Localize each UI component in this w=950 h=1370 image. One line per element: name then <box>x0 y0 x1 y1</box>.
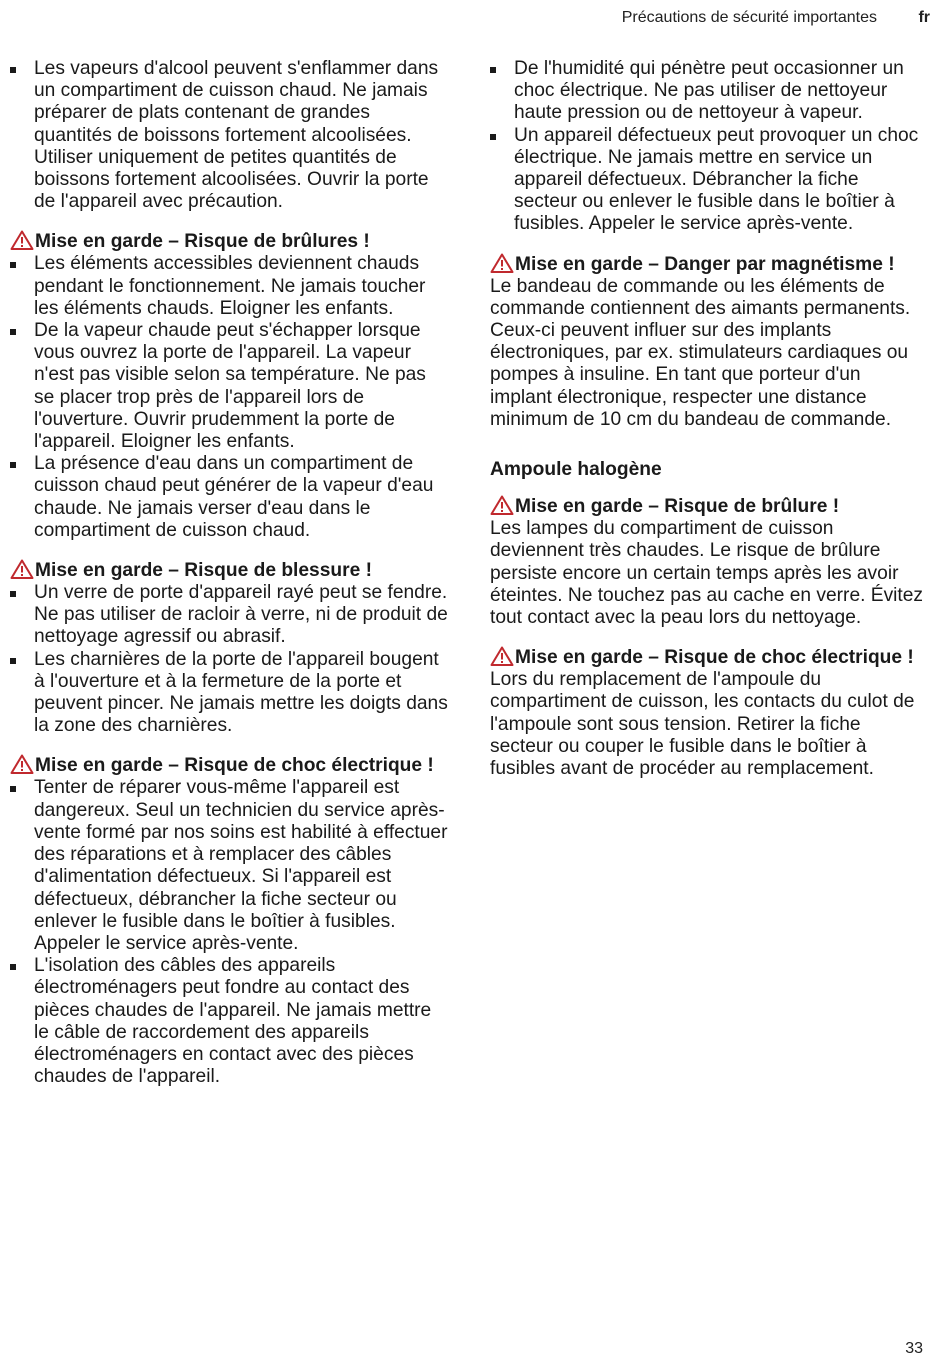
page-number: 33 <box>905 1340 923 1357</box>
list-item: La présence d'eau dans un compartiment de cuisson chaud peut générer de la vapeur d'eau chaude. Ne jamais verser d'eau dans le compartiment de cuisson chaud. <box>10 453 450 542</box>
warning-triangle-icon <box>10 230 34 250</box>
list-item: Tenter de réparer vous-même l'appareil est dangereux. Seul un technicien du service après-vente formé par nos soins est habilité à effectuer des réparations et à remplacer des câbles d'alimentation défectueux. Si l'appareil est défectueux, débrancher la fiche secteur ou enlever le fusible dans le boîtier à fusibles. Appeler le service après-vente. <box>10 777 450 955</box>
list-item: Les éléments accessibles deviennent chauds pendant le fonctionnement. Ne jamais toucher les éléments chauds. Eloigner les enfants. <box>10 253 450 320</box>
square-bullet-icon <box>10 591 16 597</box>
list-item: De l'humidité qui pénètre peut occasionner un choc électrique. Ne pas utiliser de nettoyeur haute pression ou de nettoyeur à vapeur. <box>490 58 925 125</box>
list-item: Un appareil défectueux peut provoquer un choc électrique. Ne jamais mettre en service un appareil défectueux. Débrancher la fiche secteur ou enlever le fusible dans le boîtier à fusibles. Appeler le service après-vente. <box>490 125 925 236</box>
left-column <box>10 58 450 1088</box>
warning-list <box>10 253 450 542</box>
square-bullet-icon <box>490 134 496 140</box>
header-title: Précautions de sécurité importantes <box>621 9 877 26</box>
square-bullet-icon <box>10 658 16 664</box>
list-item: Les vapeurs d'alcool peuvent s'enflammer dans un compartiment de cuisson chaud. Ne jamais préparer de plats contenant de grandes quantités de boissons fortement alcoolisées. Utiliser uniquement de petites quantités de boissons fortement alcoolisées. Ouvrir la porte de l'appareil avec précaution. <box>10 58 450 213</box>
section-title: Ampoule halogène <box>490 459 662 481</box>
warning-heading: Mise en garde – Risque de choc électrique ! <box>490 646 925 669</box>
warning-heading: Mise en garde – Danger par magnétisme ! <box>490 253 925 276</box>
warning-heading: Mise en garde – Risque de choc électrique ! <box>10 754 450 777</box>
square-bullet-icon <box>490 67 496 73</box>
square-bullet-icon <box>10 462 16 468</box>
warning-text: Les lampes du compartiment de cuisson deviennent très chaudes. Le risque de brûlure persiste encore un certain temps après les avoir éteintes. Ne touchez pas au cache en verre. Évitez tout contact avec la peau lors du nettoyage. <box>490 518 924 629</box>
intro-list <box>490 58 925 236</box>
warning-heading: Mise en garde – Risque de brûlures ! <box>10 230 450 253</box>
warning-triangle-icon <box>490 646 514 666</box>
warning-triangle-icon <box>10 754 34 774</box>
warning-heading: Mise en garde – Risque de blessure ! <box>10 559 450 582</box>
square-bullet-icon <box>10 262 16 268</box>
warning-text: Le bandeau de commande ou les éléments de commande contiennent des aimants permanents. Ceux-ci peuvent influer sur des implants électroniques, par ex. stimulateurs cardiaques ou pompes à insuline. En tant que porteur d'un implant électronique, respecter une distance minimum de 10 cm du bandeau de commande. <box>490 275 911 430</box>
square-bullet-icon <box>10 67 16 73</box>
list-item: Un verre de porte d'appareil rayé peut se fendre. Ne pas utiliser de racloir à verre, ni de produit de nettoyage agressif ou abrasif. <box>10 582 450 649</box>
intro-list <box>10 58 450 213</box>
list-item: L'isolation des câbles des appareils électroménagers peut fondre au contact des pièces chaudes de l'appareil. Ne jamais mettre le câble de raccordement des appareils électroménagers en contact avec des pièces chaudes de l'appareil. <box>10 955 450 1088</box>
warning-list <box>10 777 450 1088</box>
warning-text: Lors du remplacement de l'ampoule du compartiment de cuisson, les contacts du culot de l'ampoule sont sous tension. Retirer la fiche secteur ou couper le fusible dans le boîtier à fusibles avant de procéder au remplacement. <box>490 669 915 780</box>
warning-list <box>10 582 450 737</box>
square-bullet-icon <box>10 786 16 792</box>
page-header <box>0 0 950 40</box>
warning-triangle-icon <box>490 253 514 273</box>
square-bullet-icon <box>10 964 16 970</box>
list-item: De la vapeur chaude peut s'échapper lorsque vous ouvrez la porte de l'appareil. La vapeur n'est pas visible selon sa température. Ne pas se placer trop près de l'appareil lors de l'ouverture. Ouvrir prudemment la porte de l'appareil. Eloigner les enfants. <box>10 320 450 453</box>
warning-triangle-icon <box>10 559 34 579</box>
warning-heading: Mise en garde – Risque de brûlure ! <box>490 495 925 518</box>
list-item: Les charnières de la porte de l'appareil bougent à l'ouverture et à la fermeture de la porte et peuvent pincer. Ne jamais mettre les doigts dans la zone des charnières. <box>10 649 450 738</box>
right-column <box>490 58 925 780</box>
header-language: fr <box>918 9 930 26</box>
square-bullet-icon <box>10 329 16 335</box>
warning-triangle-icon <box>490 495 514 515</box>
